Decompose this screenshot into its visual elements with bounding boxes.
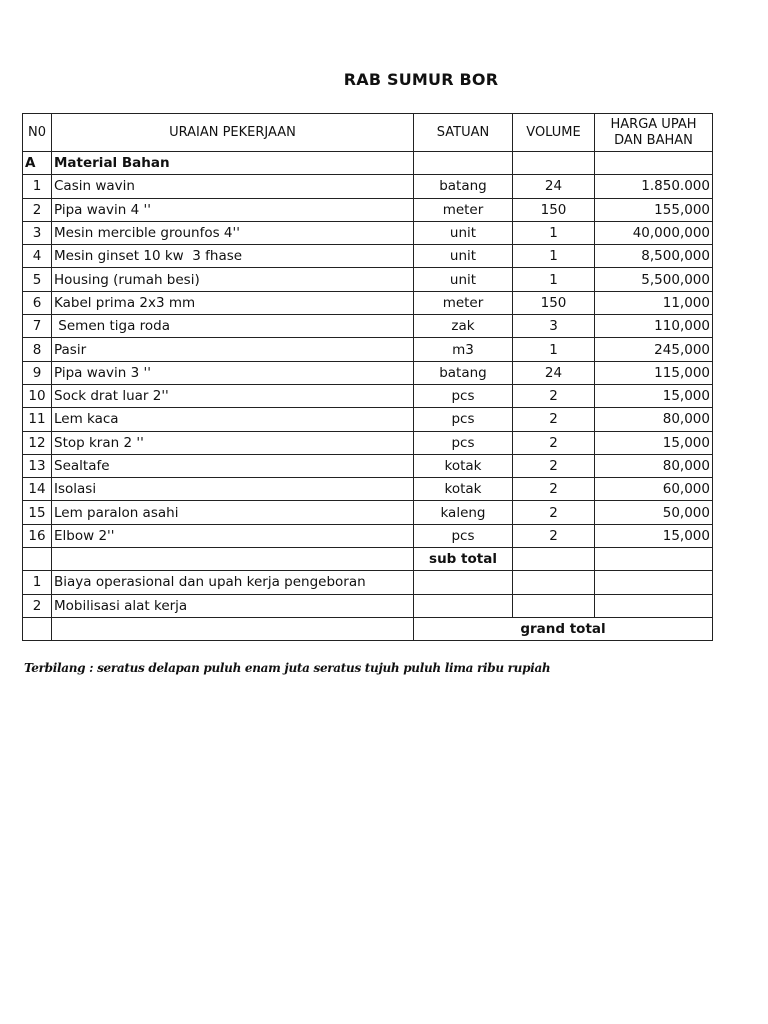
item-uraian: Semen tiga roda bbox=[52, 315, 414, 338]
item-satuan: unit bbox=[414, 245, 513, 268]
table-row bbox=[23, 245, 713, 268]
item-no: 8 bbox=[23, 338, 52, 361]
document-title: RAB SUMUR BOR bbox=[343, 70, 499, 89]
grandtotal-row bbox=[23, 617, 713, 640]
item-no: 7 bbox=[23, 315, 52, 338]
item-volume: 3 bbox=[513, 315, 595, 338]
item-harga: 15,000 bbox=[595, 384, 713, 407]
table-row bbox=[23, 361, 713, 384]
item-harga: 80,000 bbox=[595, 454, 713, 477]
table-row bbox=[23, 384, 713, 407]
empty-cell bbox=[414, 594, 513, 617]
item-volume: 1 bbox=[513, 245, 595, 268]
header-row bbox=[23, 114, 713, 152]
item-harga: 5,500,000 bbox=[595, 268, 713, 291]
item-volume: 1 bbox=[513, 268, 595, 291]
item-no: 16 bbox=[23, 524, 52, 547]
item-satuan: pcs bbox=[414, 431, 513, 454]
empty-cell bbox=[595, 152, 713, 175]
item-volume: 2 bbox=[513, 454, 595, 477]
item-satuan: pcs bbox=[414, 524, 513, 547]
table-row bbox=[23, 221, 713, 244]
item-satuan: pcs bbox=[414, 384, 513, 407]
empty-cell bbox=[513, 571, 595, 594]
item-satuan: unit bbox=[414, 268, 513, 291]
item-volume: 2 bbox=[513, 501, 595, 524]
item-harga: 60,000 bbox=[595, 478, 713, 501]
item-harga: 110,000 bbox=[595, 315, 713, 338]
header-no: N0 bbox=[23, 114, 52, 152]
item-uraian: Pipa wavin 4 '' bbox=[52, 198, 414, 221]
empty-cell bbox=[414, 571, 513, 594]
item-harga: 245,000 bbox=[595, 338, 713, 361]
item-harga: 15,000 bbox=[595, 524, 713, 547]
item-harga: 8,500,000 bbox=[595, 245, 713, 268]
empty-cell bbox=[513, 548, 595, 571]
grandtotal-label: grand total bbox=[414, 617, 713, 640]
item-harga: 155,000 bbox=[595, 198, 713, 221]
item-satuan: zak bbox=[414, 315, 513, 338]
table-row bbox=[23, 454, 713, 477]
section-code: A bbox=[23, 152, 52, 175]
item-volume: 2 bbox=[513, 524, 595, 547]
item-volume: 2 bbox=[513, 408, 595, 431]
extra-uraian: Mobilisasi alat kerja bbox=[52, 594, 414, 617]
subtotal-row bbox=[23, 548, 713, 571]
table-row bbox=[23, 291, 713, 314]
item-uraian: Housing (rumah besi) bbox=[52, 268, 414, 291]
item-harga: 115,000 bbox=[595, 361, 713, 384]
table-row bbox=[23, 524, 713, 547]
table-row bbox=[23, 315, 713, 338]
item-no: 2 bbox=[23, 198, 52, 221]
item-no: 1 bbox=[23, 175, 52, 198]
item-uraian: Casin wavin bbox=[52, 175, 414, 198]
item-uraian: Isolasi bbox=[52, 478, 414, 501]
item-no: 9 bbox=[23, 361, 52, 384]
item-no: 6 bbox=[23, 291, 52, 314]
empty-cell bbox=[23, 617, 52, 640]
subtotal-value bbox=[595, 548, 713, 571]
item-uraian: Lem paralon asahi bbox=[52, 501, 414, 524]
item-volume: 2 bbox=[513, 431, 595, 454]
item-no: 15 bbox=[23, 501, 52, 524]
table-row bbox=[23, 408, 713, 431]
item-satuan: unit bbox=[414, 221, 513, 244]
item-volume: 150 bbox=[513, 291, 595, 314]
item-satuan: m3 bbox=[414, 338, 513, 361]
extra-no: 2 bbox=[23, 594, 52, 617]
item-uraian: Pipa wavin 3 '' bbox=[52, 361, 414, 384]
item-uraian: Pasir bbox=[52, 338, 414, 361]
item-satuan: pcs bbox=[414, 408, 513, 431]
header-harga: HARGA UPAH DAN BAHAN bbox=[595, 114, 713, 152]
empty-cell bbox=[52, 617, 414, 640]
extra-no: 1 bbox=[23, 571, 52, 594]
item-harga: 50,000 bbox=[595, 501, 713, 524]
item-volume: 150 bbox=[513, 198, 595, 221]
item-satuan: kotak bbox=[414, 478, 513, 501]
item-uraian: Lem kaca bbox=[52, 408, 414, 431]
item-no: 5 bbox=[23, 268, 52, 291]
item-volume: 24 bbox=[513, 361, 595, 384]
item-satuan: kaleng bbox=[414, 501, 513, 524]
item-uraian: Stop kran 2 '' bbox=[52, 431, 414, 454]
item-harga: 1.850.000 bbox=[595, 175, 713, 198]
table-row bbox=[23, 594, 713, 617]
item-harga: 80,000 bbox=[595, 408, 713, 431]
item-no: 10 bbox=[23, 384, 52, 407]
item-volume: 2 bbox=[513, 478, 595, 501]
item-uraian: Sock drat luar 2'' bbox=[52, 384, 414, 407]
empty-cell bbox=[513, 594, 595, 617]
header-volume: VOLUME bbox=[513, 114, 595, 152]
table-row bbox=[23, 268, 713, 291]
item-volume: 1 bbox=[513, 338, 595, 361]
section-label: Material Bahan bbox=[52, 152, 414, 175]
rab-table bbox=[22, 113, 713, 641]
item-no: 4 bbox=[23, 245, 52, 268]
table-row bbox=[23, 175, 713, 198]
item-uraian: Elbow 2'' bbox=[52, 524, 414, 547]
item-no: 11 bbox=[23, 408, 52, 431]
item-satuan: kotak bbox=[414, 454, 513, 477]
section-row bbox=[23, 152, 713, 175]
empty-cell bbox=[595, 594, 713, 617]
extra-uraian: Biaya operasional dan upah kerja pengeboran bbox=[52, 571, 414, 594]
table-row bbox=[23, 431, 713, 454]
item-satuan: batang bbox=[414, 361, 513, 384]
header-satuan: SATUAN bbox=[414, 114, 513, 152]
table-row bbox=[23, 478, 713, 501]
header-uraian: URAIAN PEKERJAAN bbox=[52, 114, 414, 152]
table-row bbox=[23, 501, 713, 524]
item-satuan: meter bbox=[414, 291, 513, 314]
item-satuan: batang bbox=[414, 175, 513, 198]
empty-cell bbox=[52, 548, 414, 571]
item-uraian: Kabel prima 2x3 mm bbox=[52, 291, 414, 314]
item-uraian: Mesin ginset 10 kw 3 fhase bbox=[52, 245, 414, 268]
item-no: 13 bbox=[23, 454, 52, 477]
item-volume: 24 bbox=[513, 175, 595, 198]
empty-cell bbox=[513, 152, 595, 175]
subtotal-label: sub total bbox=[414, 548, 513, 571]
item-no: 14 bbox=[23, 478, 52, 501]
table-row bbox=[23, 571, 713, 594]
item-volume: 2 bbox=[513, 384, 595, 407]
item-harga: 40,000,000 bbox=[595, 221, 713, 244]
empty-cell bbox=[414, 152, 513, 175]
empty-cell bbox=[23, 548, 52, 571]
item-satuan: meter bbox=[414, 198, 513, 221]
item-volume: 1 bbox=[513, 221, 595, 244]
table-row bbox=[23, 198, 713, 221]
empty-cell bbox=[595, 571, 713, 594]
item-no: 3 bbox=[23, 221, 52, 244]
table-row bbox=[23, 338, 713, 361]
item-harga: 15,000 bbox=[595, 431, 713, 454]
item-uraian: Sealtafe bbox=[52, 454, 414, 477]
terbilang-note: Terbilang : seratus delapan puluh enam juta seratus tujuh puluh lima ribu rupiah bbox=[24, 661, 551, 675]
item-uraian: Mesin mercible grounfos 4'' bbox=[52, 221, 414, 244]
item-harga: 11,000 bbox=[595, 291, 713, 314]
item-no: 12 bbox=[23, 431, 52, 454]
